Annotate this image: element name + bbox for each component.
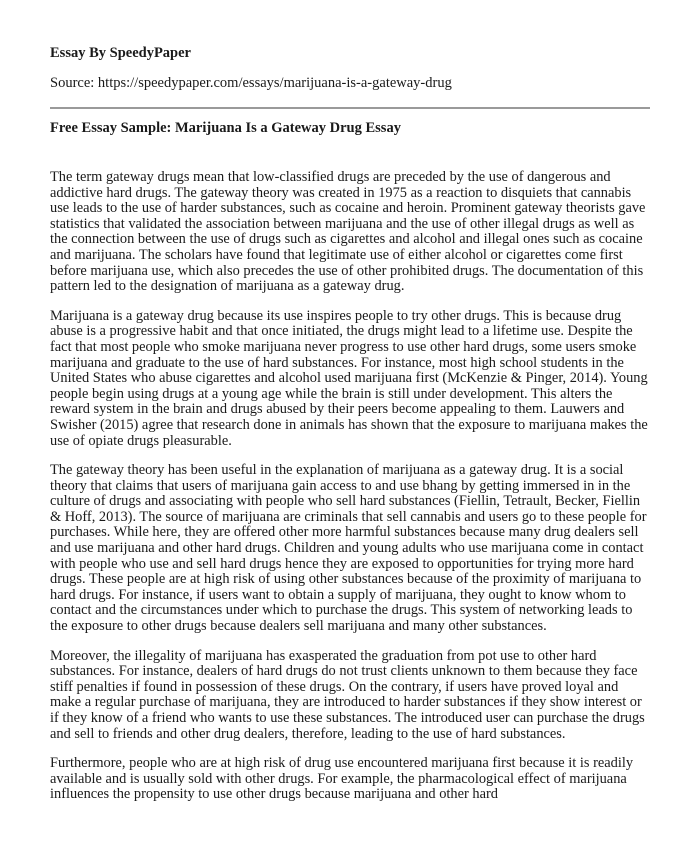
paragraph: Moreover, the illegality of marijuana has exasperated the graduation from pot use to other hard substances. For instance, dealers of hard drugs do not trust clients unknown to them because they face stiff penalties if found in possession of these drugs. On the contrary, if users have proved loyal and make a regular purchase of marijuana, they are introduced to harder substances if they show interest or if they know of a friend who wants to use these substances. The introduced user can purchase the drugs and sell to friends and other drug dealers, therefore, leading to the use of hard substances. <box>50 647 645 742</box>
paragraph: Furthermore, people who are at high risk of drug use encountered marijuana first because it is readily available and is usually sold with other drugs. For example, the pharmacological effect of marijuana influences the propensity to use other drugs because marijuana and other hard <box>50 755 634 803</box>
essay-body <box>50 170 652 817</box>
brand-title: Essay By SpeedyPaper <box>50 45 191 61</box>
paragraph: Marijuana is a gateway drug because its use inspires people to try other drugs. This is because drug abuse is a progressive habit and that once initiated, the drugs might lead to a lifetime use. Despite the fact that most people who smoke marijuana never progress to use other hard drugs, some users smoke marijuana and graduate to the use of hard substances. For instance, most high school students in the United States who abuse cigarettes and alcohol used marijuana first (McKenzie & Pinger, 2014). Young people begin using drugs at a young age while the brain is still under development. This alters the reward system in the brain and drugs abused by their peers become appealing to them. Lauwers and Swisher (2015) agree that research done in animals has shown that the exposure to marijuana makes the use of opiate drugs pleasurable. <box>50 307 648 449</box>
paragraph: The gateway theory has been useful in the explanation of marijuana as a gateway drug. It is a social theory that claims that users of marijuana gain access to and use bhang by getting immersed in in the culture of drugs and associating with people who sell hard substances (Fiellin, Tetrault, Becker, Fiellin & Hoff, 2013). The source of marijuana are criminals that sell cannabis and users go to these people for purchases. While here, they are offered other more harmful substances because many drug dealers sell and use marijuana and other hard drugs. Children and young adults who use marijuana come in contact with people who use and sell hard drugs hence they are exposed to opportunities for trying more hard drugs. These people are at high risk of using other substances because of the proximity of marijuana to hard drugs. For instance, if users want to obtain a supply of marijuana, they ought to know whom to contact and the circumstances under which to purchase the drugs. This system of networking leads to the exposure to other drugs because dealers sell marijuana and many other substances. <box>50 462 647 635</box>
essay-title: Free Essay Sample: Marijuana Is a Gateway Drug Essay <box>50 120 401 136</box>
paragraph: The term gateway drugs mean that low-classified drugs are preceded by the use of dangerous and addictive hard drugs. The gateway theory was created in 1975 as a reaction to disquiets that cannabis use leads to the use of harder substances, such as cocaine and heroin. Prominent gateway theorists gave statistics that validated the association between marijuana and the use of other illegal drugs as well as the connection between the use of drugs such as cigarettes and alcohol and illegal ones such as cocaine and marijuana. The scholars have found that legitimate use of either alcohol or cigarettes come first before marijuana use, which also precedes the use of other prohibited drugs. The documentation of this pattern led to the designation of marijuana as a gateway drug. <box>50 169 646 295</box>
document-header <box>50 44 650 92</box>
source-line: Source: https://speedypaper.com/essays/marijuana-is-a-gateway-drug <box>50 75 452 91</box>
header-divider <box>50 107 650 109</box>
